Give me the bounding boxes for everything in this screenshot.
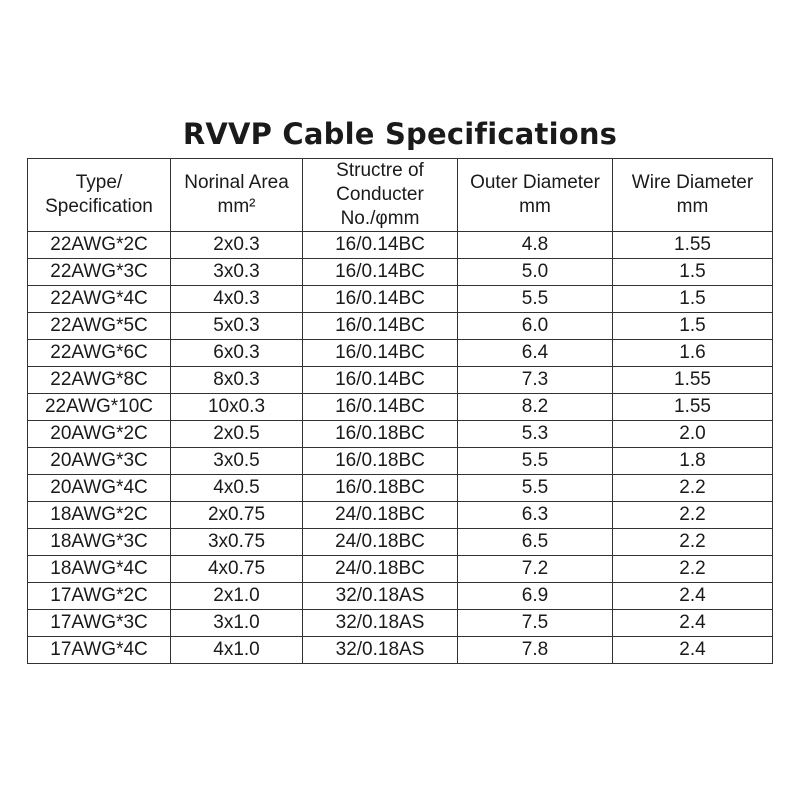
cell-nominal-area: 2x1.0 xyxy=(171,583,303,610)
cell-outer-diameter: 7.3 xyxy=(458,367,613,394)
cell-outer-diameter: 6.3 xyxy=(458,502,613,529)
cell-outer-diameter: 8.2 xyxy=(458,394,613,421)
cell-outer-diameter: 5.5 xyxy=(458,448,613,475)
header-wire-diameter xyxy=(613,159,773,232)
cell-type: 17AWG*4C xyxy=(28,637,171,664)
table-row xyxy=(28,610,773,637)
cell-outer-diameter: 5.0 xyxy=(458,259,613,286)
cell-type: 18AWG*4C xyxy=(28,556,171,583)
cell-type: 22AWG*3C xyxy=(28,259,171,286)
cell-type: 22AWG*6C xyxy=(28,340,171,367)
cell-outer-diameter: 5.5 xyxy=(458,475,613,502)
cell-outer-diameter: 6.4 xyxy=(458,340,613,367)
cell-type: 17AWG*2C xyxy=(28,583,171,610)
cell-nominal-area: 2x0.3 xyxy=(171,232,303,259)
table-row xyxy=(28,637,773,664)
cell-nominal-area: 5x0.3 xyxy=(171,313,303,340)
table-body xyxy=(28,232,773,664)
table-row xyxy=(28,448,773,475)
cell-type: 17AWG*3C xyxy=(28,610,171,637)
header-type-specification xyxy=(28,159,171,232)
header-line: mm xyxy=(676,196,709,217)
cell-wire-diameter: 1.55 xyxy=(613,394,773,421)
cell-nominal-area: 4x0.75 xyxy=(171,556,303,583)
cell-outer-diameter: 6.5 xyxy=(458,529,613,556)
cell-nominal-area: 3x1.0 xyxy=(171,610,303,637)
cell-wire-diameter: 1.6 xyxy=(613,340,773,367)
cell-conductor: 32/0.18AS xyxy=(303,610,458,637)
cell-wire-diameter: 2.2 xyxy=(613,556,773,583)
cell-type: 18AWG*2C xyxy=(28,502,171,529)
cell-wire-diameter: 2.0 xyxy=(613,421,773,448)
cell-type: 22AWG*10C xyxy=(28,394,171,421)
cell-nominal-area: 3x0.3 xyxy=(171,259,303,286)
table-row xyxy=(28,475,773,502)
table-header-row xyxy=(28,159,773,232)
cell-outer-diameter: 4.8 xyxy=(458,232,613,259)
cell-outer-diameter: 7.2 xyxy=(458,556,613,583)
cell-wire-diameter: 1.55 xyxy=(613,367,773,394)
cell-outer-diameter: 5.3 xyxy=(458,421,613,448)
cell-wire-diameter: 2.4 xyxy=(613,610,773,637)
cell-conductor: 16/0.18BC xyxy=(303,475,458,502)
cell-conductor: 16/0.14BC xyxy=(303,232,458,259)
cell-conductor: 32/0.18AS xyxy=(303,637,458,664)
cell-conductor: 16/0.14BC xyxy=(303,286,458,313)
cell-conductor: 16/0.14BC xyxy=(303,367,458,394)
table-row xyxy=(28,556,773,583)
header-line: Outer Diameter xyxy=(470,172,600,193)
cell-conductor: 16/0.18BC xyxy=(303,448,458,475)
cell-outer-diameter: 7.8 xyxy=(458,637,613,664)
cell-wire-diameter: 2.4 xyxy=(613,637,773,664)
header-line: No./φmm xyxy=(340,208,420,229)
cell-wire-diameter: 2.4 xyxy=(613,583,773,610)
header-line: Type/ xyxy=(75,172,123,193)
cell-conductor: 24/0.18BC xyxy=(303,529,458,556)
cell-conductor: 16/0.18BC xyxy=(303,421,458,448)
cell-type: 22AWG*2C xyxy=(28,232,171,259)
header-line: mm xyxy=(519,196,551,217)
cell-nominal-area: 10x0.3 xyxy=(171,394,303,421)
cell-nominal-area: 4x0.5 xyxy=(171,475,303,502)
cell-wire-diameter: 1.55 xyxy=(613,232,773,259)
cell-conductor: 16/0.14BC xyxy=(303,313,458,340)
cell-conductor: 32/0.18AS xyxy=(303,583,458,610)
cell-type: 18AWG*3C xyxy=(28,529,171,556)
header-line: Structre of xyxy=(336,160,424,181)
page-title: RVVP Cable Specifications xyxy=(182,117,618,151)
header-outer-diameter xyxy=(458,159,613,232)
cell-nominal-area: 2x0.75 xyxy=(171,502,303,529)
table-row xyxy=(28,367,773,394)
cell-wire-diameter: 1.5 xyxy=(613,259,773,286)
cell-nominal-area: 4x0.3 xyxy=(171,286,303,313)
table-row xyxy=(28,529,773,556)
cell-conductor: 24/0.18BC xyxy=(303,502,458,529)
cell-nominal-area: 4x1.0 xyxy=(171,637,303,664)
cell-nominal-area: 8x0.3 xyxy=(171,367,303,394)
header-line: Specification xyxy=(45,196,153,217)
header-conductor-structure xyxy=(303,159,458,232)
spec-table xyxy=(27,158,773,664)
cell-type: 22AWG*8C xyxy=(28,367,171,394)
cell-nominal-area: 6x0.3 xyxy=(171,340,303,367)
cell-wire-diameter: 1.5 xyxy=(613,286,773,313)
cell-outer-diameter: 6.0 xyxy=(458,313,613,340)
header-line: mm² xyxy=(217,196,256,217)
table-row xyxy=(28,259,773,286)
table-row xyxy=(28,502,773,529)
header-line: Norinal Area xyxy=(184,172,289,193)
cell-type: 20AWG*2C xyxy=(28,421,171,448)
table-row xyxy=(28,232,773,259)
cell-wire-diameter: 2.2 xyxy=(613,475,773,502)
cell-outer-diameter: 7.5 xyxy=(458,610,613,637)
cell-conductor: 16/0.14BC xyxy=(303,259,458,286)
cell-conductor: 24/0.18BC xyxy=(303,556,458,583)
header-line: Wire Diameter xyxy=(631,172,754,193)
table-row xyxy=(28,421,773,448)
cell-nominal-area: 3x0.5 xyxy=(171,448,303,475)
header-nominal-area xyxy=(171,159,303,232)
table-row xyxy=(28,286,773,313)
cell-nominal-area: 2x0.5 xyxy=(171,421,303,448)
cell-conductor: 16/0.14BC xyxy=(303,394,458,421)
cell-wire-diameter: 1.8 xyxy=(613,448,773,475)
cell-outer-diameter: 5.5 xyxy=(458,286,613,313)
cell-type: 20AWG*3C xyxy=(28,448,171,475)
table-row xyxy=(28,583,773,610)
header-line: Conducter xyxy=(336,184,424,205)
cell-type: 22AWG*4C xyxy=(28,286,171,313)
cell-type: 22AWG*5C xyxy=(28,313,171,340)
cell-type: 20AWG*4C xyxy=(28,475,171,502)
cell-outer-diameter: 6.9 xyxy=(458,583,613,610)
table-row xyxy=(28,313,773,340)
cell-wire-diameter: 2.2 xyxy=(613,502,773,529)
cell-conductor: 16/0.14BC xyxy=(303,340,458,367)
cell-nominal-area: 3x0.75 xyxy=(171,529,303,556)
cell-wire-diameter: 1.5 xyxy=(613,313,773,340)
cell-wire-diameter: 2.2 xyxy=(613,529,773,556)
table-row xyxy=(28,340,773,367)
table-row xyxy=(28,394,773,421)
